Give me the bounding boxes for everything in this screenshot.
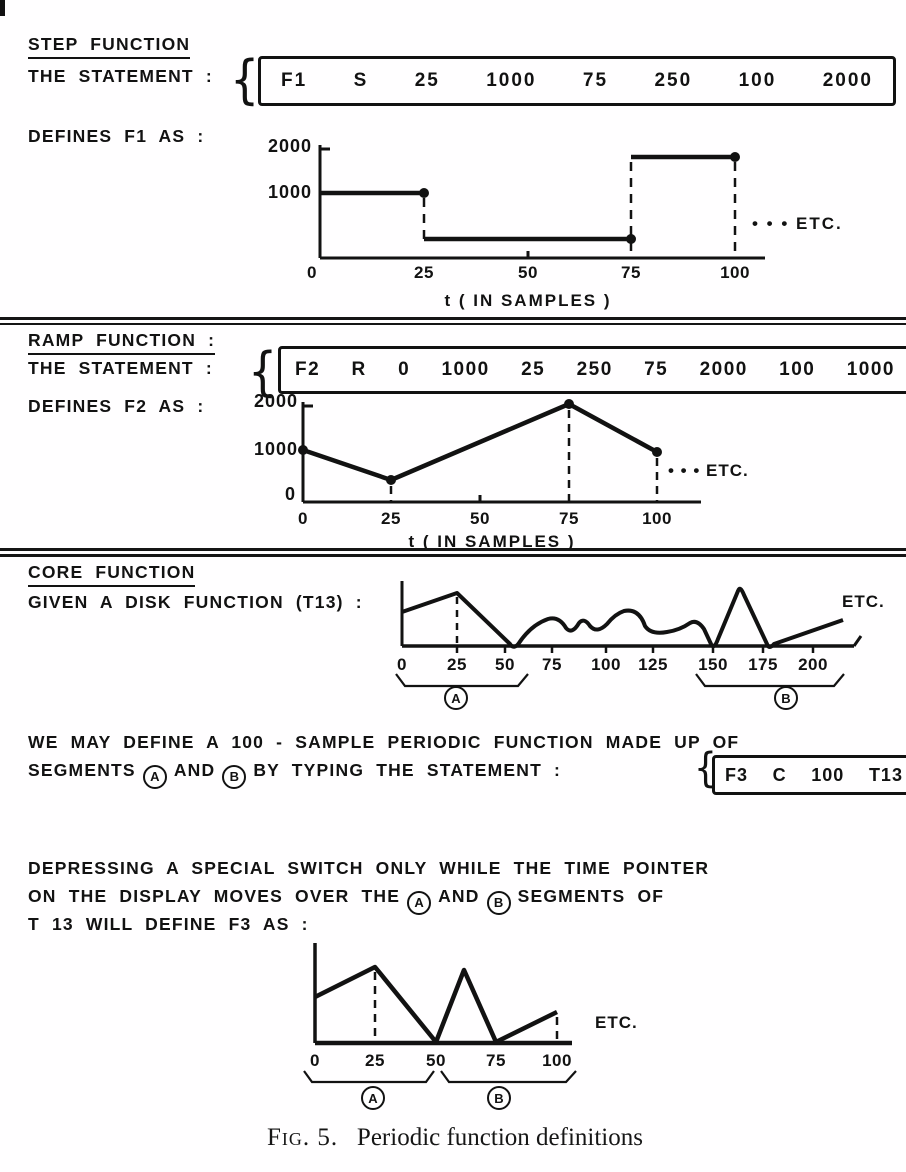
segment-b-brace — [441, 1071, 576, 1082]
f3-xtick: 25 — [365, 1051, 385, 1070]
segment-a-badge: A — [444, 686, 468, 710]
core-xtick: 75 — [542, 655, 562, 674]
statement-token: F2 — [295, 359, 321, 380]
statement-token: T13 — [868, 764, 903, 785]
figure-caption-text: Periodic function definitions — [356, 1124, 643, 1151]
statement-token: 75 — [644, 359, 669, 380]
ramp-chart — [301, 396, 711, 508]
statement-token: 25 — [414, 70, 440, 91]
core-xtick: 0 — [397, 655, 407, 674]
core-xtick: 175 — [748, 655, 778, 674]
step-etc-label: • • • ETC. — [752, 214, 843, 233]
f3-etc-label: ETC. — [595, 1013, 638, 1032]
core-section-title: CORE FUNCTION — [28, 562, 195, 587]
f3-xtick: 100 — [542, 1051, 572, 1070]
point-75-2000 — [564, 399, 574, 409]
section-separator — [0, 548, 906, 557]
point-25-1000 — [419, 188, 429, 198]
core-xtick: 25 — [447, 655, 467, 674]
core-xtick: 50 — [495, 655, 515, 674]
x-axis-end-tick — [854, 636, 861, 646]
statement-token: 100 — [738, 70, 777, 91]
point-100-1000 — [652, 447, 662, 457]
statement-token: 75 — [582, 70, 609, 91]
core-xtick: 150 — [698, 655, 728, 674]
step-ytick-2000: 2000 — [267, 136, 312, 156]
line2-text: SEGMENTS OF — [517, 886, 665, 906]
left-brace-glyph: { — [694, 744, 717, 793]
f3-xtick: 50 — [426, 1051, 446, 1070]
segment-a-badge: A — [361, 1086, 385, 1110]
disk-function-curve — [402, 589, 843, 647]
line2-text: ON THE DISPLAY MOVES OVER THE — [28, 886, 401, 906]
point-0-1000 — [298, 445, 308, 455]
statement-token: 1000 — [486, 70, 537, 91]
step-xtick: 75 — [621, 263, 641, 282]
statement-token: 250 — [576, 359, 613, 380]
core-xtick: 200 — [798, 655, 828, 674]
ramp-etc-label: • • • ETC. — [668, 461, 749, 480]
statement-token: 25 — [521, 359, 546, 380]
scan-artifact — [0, 0, 5, 16]
segment-a-badge: A — [407, 891, 431, 915]
core-given-label: GIVEN A DISK FUNCTION (T13) : — [28, 592, 363, 612]
statement-token: 1000 — [846, 359, 895, 380]
line2-text: BY TYPING THE STATEMENT : — [253, 760, 562, 780]
step-xtick: 100 — [720, 263, 750, 282]
statement-token: F1 — [281, 70, 308, 91]
statement-token: 100 — [779, 359, 816, 380]
statement-token: 0 — [398, 359, 411, 380]
ramp-xtick: 25 — [381, 509, 401, 528]
step-xaxis-label: t ( IN SAMPLES ) — [444, 291, 612, 310]
segment-b-badge: B — [222, 765, 246, 789]
f3-xtick: 75 — [486, 1051, 506, 1070]
switch-paragraph-line3: T 13 WILL DEFINE F3 AS : — [28, 914, 309, 934]
ramp-xtick: 0 — [298, 509, 308, 528]
f3-xtick: 0 — [310, 1051, 320, 1070]
ramp-xtick: 50 — [470, 509, 490, 528]
section-separator — [0, 317, 906, 325]
ramp-xaxis-label: t ( IN SAMPLES ) — [408, 532, 576, 551]
step-xtick: 0 — [307, 263, 317, 282]
ramp-ytick-2000: 2000 — [253, 391, 298, 411]
f3-segment-braces — [300, 1068, 590, 1086]
statement-token: 250 — [654, 70, 693, 91]
left-brace-glyph: { — [230, 47, 260, 111]
step-statement-label: THE STATEMENT : — [28, 66, 213, 86]
statement-token: F3 — [725, 764, 749, 785]
step-xtick: 25 — [414, 263, 434, 282]
segment-b-brace — [696, 674, 844, 686]
segment-a-brace — [396, 674, 528, 686]
core-xtick: 100 — [591, 655, 621, 674]
f3-curve — [315, 967, 557, 1042]
line2-text: SEGMENTS — [28, 760, 136, 780]
statement-token: C — [772, 764, 787, 785]
line2-text: AND — [173, 760, 216, 780]
point-25-250 — [386, 475, 396, 485]
statement-token: S — [353, 70, 369, 91]
core-etc-label: ETC. — [842, 592, 885, 611]
left-brace-glyph: { — [248, 339, 278, 403]
switch-paragraph-line1: DEPRESSING A SPECIAL SWITCH ONLY WHILE THE TIME POINTER — [28, 858, 710, 878]
segment-a-brace — [304, 1071, 434, 1082]
step-ytick-1000: 1000 — [267, 182, 312, 202]
statement-token: 2000 — [699, 359, 748, 380]
ramp-defines-label: DEFINES F2 AS : — [28, 396, 205, 416]
ramp-statement-label: THE STATEMENT : — [28, 358, 213, 378]
point-75-250 — [626, 234, 636, 244]
step-chart — [318, 140, 768, 264]
f3-statement-box — [712, 755, 906, 795]
segment-a-badge: A — [143, 765, 167, 789]
ramp-ytick-0: 0 — [284, 484, 296, 504]
ramp-line — [303, 404, 657, 480]
ramp-statement-box — [278, 346, 906, 394]
segment-b-badge: B — [487, 1086, 511, 1110]
ramp-ytick-1000: 1000 — [253, 439, 298, 459]
step-statement-box — [258, 56, 896, 106]
define-paragraph-line1: WE MAY DEFINE A 100 - SAMPLE PERIODIC FUNCTION MADE UP OF — [28, 732, 740, 752]
figure-caption — [220, 1124, 690, 1152]
point-100-2000 — [730, 152, 740, 162]
statement-token: R — [351, 359, 367, 380]
ramp-xtick: 100 — [642, 509, 672, 528]
figure-caption-number: Fig. 5. — [267, 1124, 339, 1151]
statement-token: 100 — [811, 764, 845, 785]
ramp-section-title: RAMP FUNCTION : — [28, 330, 215, 355]
core-xtick: 125 — [638, 655, 668, 674]
step-xtick: 50 — [518, 263, 538, 282]
statement-token: 1000 — [441, 359, 490, 380]
statement-token: 2000 — [822, 70, 873, 91]
segment-b-badge: B — [487, 891, 511, 915]
define-paragraph-line2 — [28, 760, 561, 789]
segment-b-badge: B — [774, 686, 798, 710]
ramp-xtick: 75 — [559, 509, 579, 528]
switch-paragraph-line2 — [28, 886, 664, 915]
step-section-title: STEP FUNCTION — [28, 34, 190, 59]
step-defines-label: DEFINES F1 AS : — [28, 126, 205, 146]
line2-text: AND — [438, 886, 480, 906]
